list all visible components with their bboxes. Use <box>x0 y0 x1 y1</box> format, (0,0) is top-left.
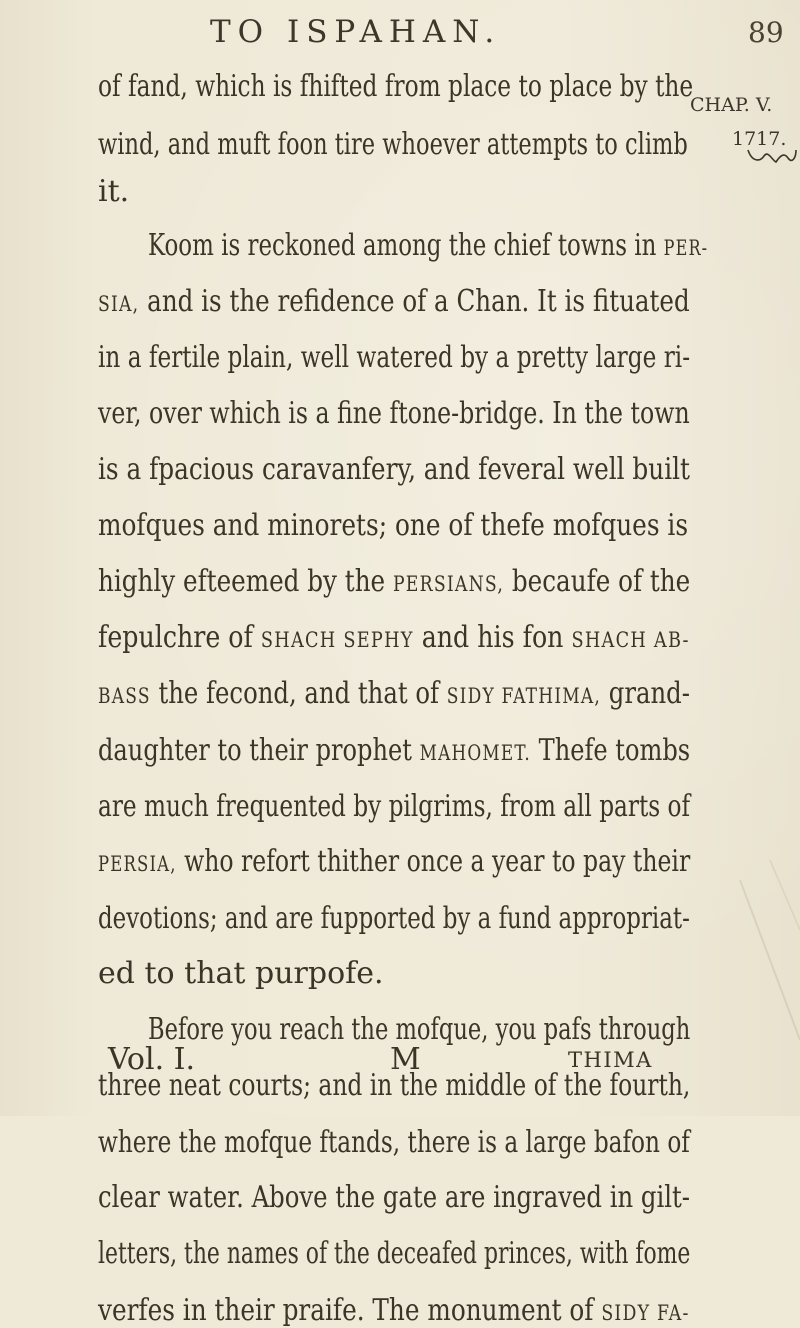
text-run: and his fon <box>413 620 572 655</box>
text-line <box>98 564 690 599</box>
footer-volume: Vol. I. <box>108 1042 196 1077</box>
text-line <box>98 844 690 879</box>
text-run: are much frequented by pilgrims, from all parts of <box>98 789 691 824</box>
text-run: of fand, which is fhifted from place to place by the <box>98 69 694 104</box>
small-caps-run: SHACH AB- <box>571 628 690 652</box>
text-run: is a fpacious caravanfery, and feveral well built <box>98 452 690 487</box>
text-line <box>148 228 708 263</box>
text-run: Thefe tombs <box>530 733 691 768</box>
text-line <box>98 452 690 487</box>
small-caps-run: PERSIANS, <box>392 572 505 596</box>
margin-note-year: 1717. <box>732 128 787 150</box>
page-number: 89 <box>748 16 784 49</box>
small-caps-run: SIA, <box>98 292 140 316</box>
text-run: grand- <box>601 676 690 711</box>
small-caps-run: PER- <box>663 236 709 260</box>
text-run: highly efteemed by the <box>98 564 393 599</box>
small-caps-run: BASS <box>98 684 151 708</box>
text-run: it. <box>98 174 130 209</box>
text-line <box>98 284 690 319</box>
text-line <box>98 1125 690 1160</box>
text-line <box>98 396 690 431</box>
text-line <box>98 1236 690 1271</box>
text-line <box>98 901 690 936</box>
footer-catchword: THIMA <box>568 1048 653 1072</box>
small-caps-run: PERSIA, <box>98 852 177 876</box>
text-line <box>98 340 690 375</box>
text-run: fepulchre of <box>98 620 261 655</box>
text-line <box>98 508 688 543</box>
text-run: ed to that purpofe. <box>98 956 384 991</box>
small-caps-run: SHACH SEPHY <box>260 628 414 652</box>
small-caps-run: SIDY FATHIMA, <box>446 684 602 708</box>
text-run: in a fertile plain, well watered by a pretty large ri- <box>98 340 691 375</box>
text-run: mofques and minorets; one of thefe mofques is <box>98 508 689 543</box>
text-line <box>98 676 690 711</box>
text-line <box>98 174 129 209</box>
small-caps-run: MAHOMET. <box>419 741 531 765</box>
text-run: who refort thither once a year to pay their <box>176 844 691 879</box>
margin-note-chapter: CHAP. V. <box>690 94 773 116</box>
running-head <box>0 14 800 54</box>
text-line <box>98 789 690 824</box>
text-line <box>98 127 688 162</box>
running-head-title: TO ISPAHAN. <box>210 14 502 50</box>
text-run: devotions; and are fupported by a fund appropriat- <box>98 901 690 936</box>
text-line <box>98 620 690 655</box>
text-line <box>98 69 693 104</box>
footer-signature-mark: M <box>390 1042 421 1077</box>
text-run: daughter to their prophet <box>98 733 420 768</box>
text-line <box>98 733 690 768</box>
text-run: verfes in their praife. The monument of <box>98 1293 602 1328</box>
text-run: letters, the names of the deceafed princes, with fome <box>98 1236 691 1271</box>
text-line <box>98 956 384 991</box>
margin-note <box>690 88 800 168</box>
text-run: and is the refidence of a Chan. It is fituated <box>139 284 690 319</box>
text-run: Koom is reckoned among the chief towns in <box>148 228 664 263</box>
text-run: wind, and muft foon tire whoever attempts to climb <box>98 127 688 162</box>
text-run: where the mofque ftands, there is a large bafon of <box>98 1125 690 1160</box>
text-run: the fecond, and that of <box>150 676 447 711</box>
small-caps-run: SIDY FA- <box>601 1301 690 1325</box>
brace-ornament-icon <box>746 148 798 168</box>
text-line <box>98 1293 690 1328</box>
text-line <box>98 1180 690 1215</box>
text-run: ver, over which is a fine ftone-bridge. In the town <box>98 396 690 431</box>
text-run: Before you reach the mofque, you pafs through <box>148 1012 691 1047</box>
text-run: clear water. Above the gate are ingraved in gilt- <box>98 1180 691 1215</box>
page-footer <box>0 1042 800 1086</box>
text-run: three neat courts; and in the middle of the fourth, <box>98 1068 691 1103</box>
text-run: becaufe of the <box>504 564 691 599</box>
